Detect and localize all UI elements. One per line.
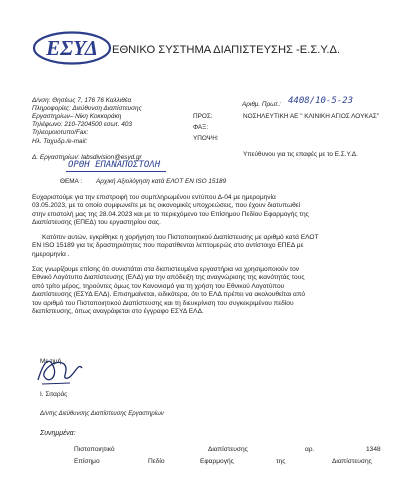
fax-label: ΦΑΞ: <box>193 124 209 131</box>
handwritten-signature <box>30 350 100 390</box>
correction-stamp-handwritten: ΟΡΘΗ ΕΠΑΝΑΠΟΣΤΟΛΗ <box>68 160 161 170</box>
paragraph-line: Διαπίστευσης (ΕΣΥΔ ΕΛΔ). Επισημαίνεται, ειδικότερα, ότι το ΕΛΔ πρέπει να ακολουθείται από <box>32 291 306 299</box>
paragraph-line: διαπίστευσης, όπως αναγράφεται στο έγγραφο ΕΣΥΔ ΕΛΔ. <box>32 308 204 316</box>
signatory-title: Δ/ντης Διεύθυνσης Διαπίστευσης Εργαστηρίων <box>40 411 164 417</box>
paragraph-line: στην επιστολή μας της 28.04.2023 και με το περιεχόμενο του Επίσημου Πεδίου Εφαρμογής της <box>32 210 309 218</box>
paragraph-line: από τρίτο μέρος, τηρούντες όμως τον Κανονισμό για τη χρήση του Εθνικού Λογοτύπου <box>32 282 285 290</box>
correction-underline <box>66 171 166 172</box>
sender-address: Δ/νση: Θησέως 7, 176 76 Καλλιθέα <box>32 97 132 104</box>
sender-lab-email: Δ. Εργαστηρίων: labsdivision@esyd.gr <box>32 154 142 161</box>
paragraph-line: Διαπίστευσης (ΕΠΕΔ) του εργαστηρίου σας. <box>32 219 161 227</box>
paragraph-3 <box>32 266 387 316</box>
paragraph-line: ημερομηνία . <box>32 250 70 258</box>
attachment-word: Εφαρμογής <box>200 458 234 465</box>
to-label: ΠΡΟΣ: <box>193 113 213 120</box>
sender-lab: Εργαστηρίων– Νίκη Κοκκοράκη <box>32 113 122 120</box>
organization-name: ΕΘΝΙΚΟ ΣΥΣΤΗΜΑ ΔΙΑΠΙΣΤΕΥΣΗΣ -Ε.Σ.Υ.Δ. <box>112 44 341 56</box>
attachment-word: Πεδίο <box>148 458 165 465</box>
closing-text: Με τιμή <box>40 358 62 365</box>
paragraph-line: EN ISO 15189 για τις δραστηριότητες που παρατίθενται λεπτομερώς στο αντίστοιχο ΕΠΕΔ με <box>32 242 304 250</box>
to-value: ΝΟΣΗΛΕΥΤΙΚΗ ΑΕ " ΚΛΙΝΙΚΗ ΑΓΙΟΣ ΛΟΥΚΑΣ" <box>243 113 380 120</box>
paragraph-line: Κατόπιν αυτών, εγκρίθηκε η χορήγηση του Πιστοποιητικού Διαπίστευσης με αριθμό κατά ΕΛΟΤ <box>42 234 319 241</box>
paragraph-line: Εθνικό Λογότυπο Διαπίστευσης (ΕΛΔ) για την απόδειξη της αναγνώρισης της ικανότητάς τους <box>32 274 305 282</box>
contact-person-line: Υπεύθυνου για τις επαφές με το Ε.Σ.Υ.Δ. <box>243 151 358 158</box>
attachment-word: αρ. <box>305 446 315 453</box>
attachment-word: Πιστοποιητικό <box>74 446 115 453</box>
esyd-logo-mark <box>32 30 112 66</box>
subject-text: Αρχική Αξιολόγηση κατά ΕΛΟΤ EN ISO 15189 <box>96 178 227 185</box>
signatory-name: Ι. Σιταράς <box>40 391 68 398</box>
attachment-word: Διαπίστευσης <box>208 446 248 453</box>
attachments-label: Συνημμένα: <box>40 430 76 437</box>
subject-label: ΘΕΜΑ : <box>60 178 83 185</box>
attachment-word: Επίσημο <box>74 458 100 465</box>
attachment-word: Διαπίστευσης <box>332 458 372 465</box>
attachment-word: της <box>276 458 286 465</box>
paragraph-line: Ευχαριστούμε για την επιστροφή του συμπληρωμένου εντύπου Δ-04 με ημερομηνία <box>32 194 276 201</box>
sender-fax: Τηλεομοιοτυπο/Fax: <box>32 129 89 136</box>
esyd-logo <box>32 30 112 66</box>
sender-phone: Τηλέφωνο: 210-7204500 εσωτ. 403 <box>32 121 132 128</box>
paragraph-line: 03.05.2023, με το οποίο συμφωνείτε με τις οικονομικές υποχρεώσεις, που έχουν διατυπωθεί <box>32 202 301 210</box>
signature-scribble <box>30 350 100 390</box>
attention-label: ΥΠΟΨΗ: <box>193 135 219 142</box>
protocol-label: Αριθμ. Πρωτ.: <box>242 101 281 108</box>
sender-info: Πληροφορίες: Διεύθυνση Διαπίστευσης <box>32 105 142 112</box>
paragraph-line: τον αριθμό του Πιστοποιητικού Διαπίστευσης και τη διευκρίνιση του συγκεκριμένου πεδίου <box>32 299 294 307</box>
paragraph-2 <box>32 234 387 259</box>
paragraph-line: Σας γνωρίζουμε επίσης ότι συνιστάται στα διαπιστευμένα εργαστήρια να χρησιμοποιούν τον <box>32 266 300 273</box>
svg-text:ΕΣΥΔ: ΕΣΥΔ <box>46 36 98 60</box>
sender-email: Ηλ. Ταχυδρ./e-mail: <box>32 138 88 145</box>
protocol-number-handwritten: 4408/10-5-23 <box>288 96 354 106</box>
paragraph-1 <box>32 194 387 228</box>
attachment-number: 1348 <box>366 446 381 453</box>
